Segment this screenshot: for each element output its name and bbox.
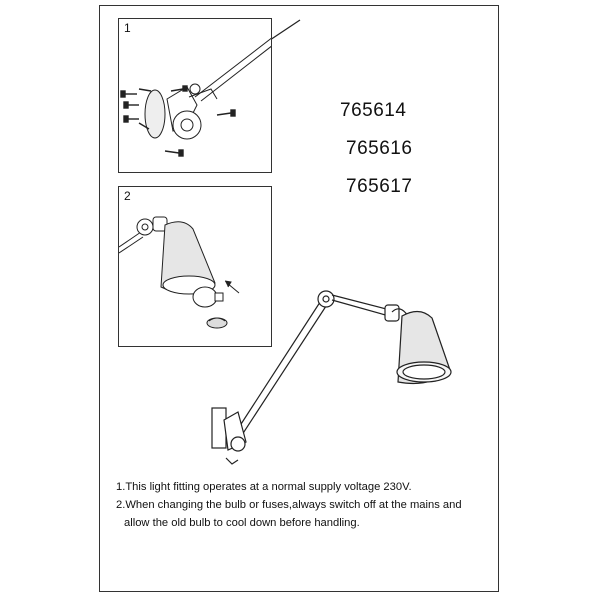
light-bulb-icon — [193, 287, 223, 307]
arm-extension-line — [270, 20, 300, 40]
safety-notes — [116, 478, 496, 532]
wall-plate — [145, 90, 165, 138]
note-bulb-change: 2.When changing the bulb or fuses,always switch off at the mains and — [116, 499, 462, 511]
arm-joint — [318, 291, 334, 307]
note-bulb-change-cont: allow the old bulb to cool down before handling. — [124, 517, 360, 529]
step-panel-2 — [118, 186, 272, 347]
step-panel-1 — [118, 18, 272, 173]
model-number: 765614 — [340, 100, 407, 121]
note-voltage: 1.This light fitting operates at a normal supply voltage 230V. — [116, 481, 412, 493]
bulb-change-diagram — [119, 187, 272, 347]
arm-base — [173, 111, 201, 139]
shade-ring — [207, 318, 227, 328]
model-number: 765617 — [346, 176, 413, 197]
wall-bracket — [212, 408, 226, 448]
model-number: 765616 — [346, 138, 413, 159]
mounting-diagram — [119, 19, 272, 173]
step-number: 1 — [124, 21, 131, 35]
step-number: 2 — [124, 189, 131, 203]
